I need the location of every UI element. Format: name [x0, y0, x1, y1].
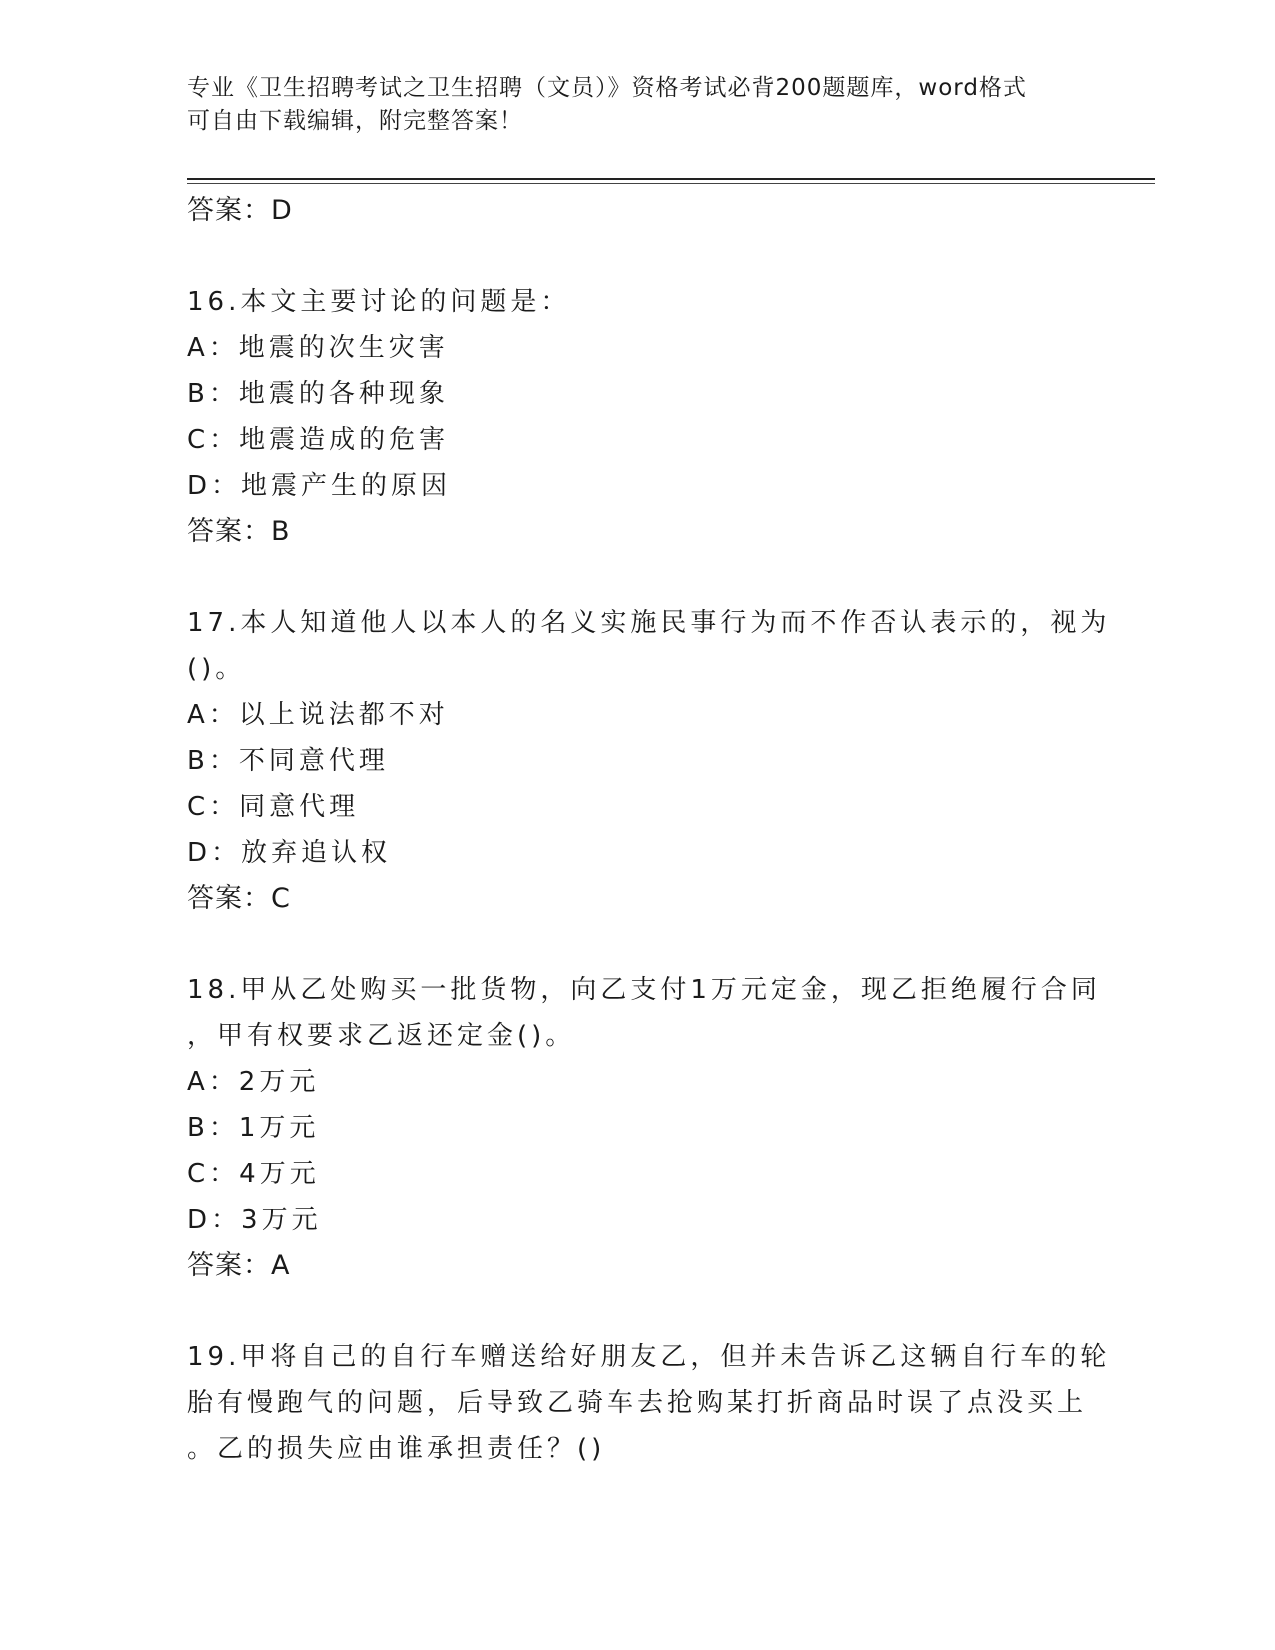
option-b: B：不同意代理 [187, 746, 389, 776]
option-b: B：1万元 [187, 1113, 320, 1143]
option-b: B：地震的各种现象 [187, 379, 449, 409]
question-stem: ，甲有权要求乙返还定金()。 [187, 1021, 576, 1051]
question-stem: 胎有慢跑气的问题，后导致乙骑车去抢购某打折商品时误了点没买上 [187, 1388, 1088, 1418]
option-a: A：2万元 [187, 1067, 320, 1097]
answer-line: 答案：B [187, 516, 291, 547]
question-19 [187, 1334, 1111, 1472]
option-a: A：以上说法都不对 [187, 700, 449, 730]
option-d: D：3万元 [187, 1205, 322, 1235]
question-17 [187, 600, 1111, 922]
question-18 [187, 967, 1101, 1289]
option-c: C：4万元 [187, 1159, 320, 1189]
question-16 [187, 279, 1087, 555]
question-list [187, 188, 1111, 1472]
header-divider-thick [187, 178, 1155, 180]
question-stem: 18.甲从乙处购买一批货物，向乙支付1万元定金，现乙拒绝履行合同 [187, 975, 1101, 1005]
header-line-2: 可自由下载编辑，附完整答案！ [187, 108, 523, 134]
option-d: D：地震产生的原因 [187, 471, 452, 501]
question-stem: ()。 [187, 654, 246, 684]
option-c: C：同意代理 [187, 792, 360, 822]
document-header [187, 72, 1067, 138]
option-a: A：地震的次生灾害 [187, 333, 449, 363]
question-stem: 19.甲将自己的自行车赠送给好朋友乙，但并未告诉乙这辆自行车的轮 [187, 1342, 1111, 1372]
answer-line: 答案：A [187, 1250, 291, 1281]
question-stem: 。乙的损失应由谁承担责任？() [187, 1434, 606, 1464]
option-d: D：放弃追认权 [187, 838, 392, 868]
answer-line: 答案：D [187, 195, 293, 226]
question-stem: 17.本人知道他人以本人的名义实施民事行为而不作否认表示的，视为 [187, 608, 1111, 638]
header-line-1: 专业《卫生招聘考试之卫生招聘（文员）》资格考试必背200题题库，word格式 [187, 75, 1027, 101]
answer-line: 答案：C [187, 883, 291, 914]
option-c: C：地震造成的危害 [187, 425, 450, 455]
header-divider-thin [187, 183, 1155, 184]
question-stem: 16.本文主要讨论的问题是： [187, 287, 571, 317]
